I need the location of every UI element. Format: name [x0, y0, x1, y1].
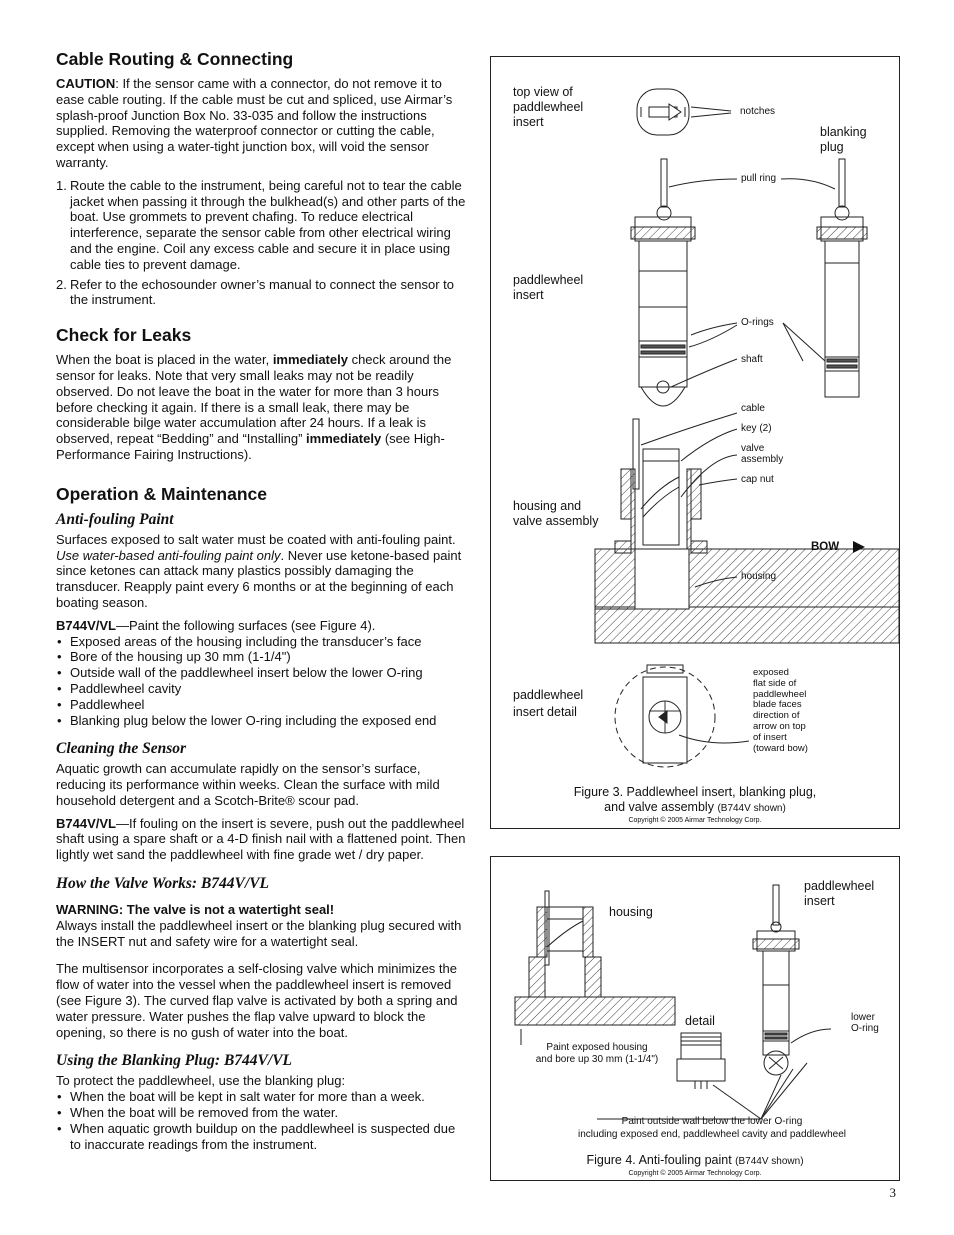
housing-valve-label: housing and valve assembly: [513, 499, 599, 528]
antifouling-bullets: [56, 634, 466, 729]
list-item: • Exposed areas of the housing including the transducer’s face: [56, 634, 466, 650]
antifouling-paragraph: Surfaces exposed to salt water must be coated with anti-fouling paint. Use water-based anti-fouling paint only. Never use ketone-based paint since ketones can attack many plastics possibly damaging the transducer. Reapply paint every 6 months or at the beginning of each boating season.: [56, 531, 462, 610]
insert-detail-drawing: [615, 665, 749, 767]
orings-label: O-rings: [741, 317, 774, 328]
antifouling-subheading: Anti-fouling Paint: [56, 510, 174, 528]
housing-label: housing: [741, 571, 777, 582]
cable-heading: Cable Routing & Connecting: [56, 49, 294, 69]
valve-warning: WARNING: The valve is not a watertight seal!: [56, 902, 335, 918]
figure-4-copyright: Copyright © 2005 Airmar Technology Corp.: [628, 1170, 762, 1177]
fig4-lower-oring-label: lower O-ring: [851, 1012, 879, 1034]
top-view-label: top view of paddlewheel insert: [513, 85, 584, 129]
list-item: • Bore of the housing up 30 mm (1-1/4"): [56, 649, 466, 665]
figure-3-copyright: Copyright © 2005 Airmar Technology Corp.: [628, 817, 762, 824]
insert-top-view: [637, 89, 689, 135]
blanking-bullets: [56, 1089, 466, 1152]
cleaning-model: B744V/VL—If fouling on the insert is severe, push out the paddlewheel shaft using a spare shaft or a 4-D finish nail with a flattened point. Then lightly wet sand the paddlewheel with fine grade wet / dry paper.: [56, 815, 466, 863]
notches-label: notches: [740, 106, 776, 117]
cap-nut-label: cap nut: [741, 474, 774, 485]
pull-ring-label: pull ring: [741, 173, 777, 184]
paddlewheel-insert-drawing: [631, 159, 695, 406]
blanking-subheading: Using the Blanking Plug: B744V/VL: [56, 1052, 292, 1070]
valve-subheading: How the Valve Works: B744V/VL: [56, 875, 270, 893]
antifouling-model: B744V/VL—Paint the following surfaces (see Figure 4).: [56, 617, 376, 633]
paddlewheel-insert-label: paddlewheel insert: [513, 273, 584, 302]
shaft-label: shaft: [741, 354, 763, 365]
cable-step: 1. Route the cable to the instrument, being careful not to tear the cable jacket when passing it through the bulkhead(s) and other parts of the boat. Use grommets to prevent chafing. To reduce electrical interference, separate the sensor cable from other electrical wiring and the engine. Coil any excess cable and secure it in place using cable ties to prevent damage.: [56, 177, 466, 272]
leaks-paragraph: When the boat is placed in the water, immediately check around the sensor for leaks. Note that very small leaks may not be readily observed. Do not leave the boat in the water for more than 3 hours before checking it again. If there is a small leak, there may be considerable bilge water accumulation after 24 hours. If a leak is observed, repeat “Bedding” and “Installing” immediately (see High-Performance Fairing Instructions).: [56, 352, 452, 462]
figure-3-caption: Figure 3. Paddlewheel insert, blanking plug, and valve assembly (B744V shown) Copyright © 2005 Airmar Technology Corp.: [491, 785, 899, 825]
valve-warning-text: Always install the paddlewheel insert or the blanking plug secured with the INSERT nut and safety wire for a watertight seal.: [56, 917, 462, 949]
insert-detail-label: paddlewheel insert detail: [513, 688, 584, 719]
list-item: • Paddlewheel: [56, 697, 466, 713]
caution-paragraph: CAUTION: If the sensor came with a connector, do not remove it to ease cable routing. If the cable must be cut and spliced, use Airmar’s splash-proof Junction Box No. 33-035 and follow the instructions supplied. Removing the waterproof connector or cutting the cable, except when using a water-tight junction box, will void the sensor warranty.: [56, 76, 453, 170]
list-item: • When aquatic growth buildup on the paddlewheel is suspected due to inaccurate readings from the instrument.: [56, 1121, 466, 1153]
cleaning-subheading: Cleaning the Sensor: [56, 740, 187, 758]
operation-heading: Operation & Maintenance: [56, 483, 268, 504]
caution-label: CAUTION: [56, 76, 116, 91]
list-item: • Outside wall of the paddlewheel insert below the lower O-ring: [56, 665, 466, 681]
valve-assembly-label: valve assembly: [741, 443, 784, 465]
cleaning-paragraph: Aquatic growth can accumulate rapidly on the sensor’s surface, reducing its performance within weeks. Clean the surface with mild household detergent and a Scotch-Brite® scour pad.: [56, 761, 440, 808]
valve-paragraph: The multisensor incorporates a self-closing valve which minimizes the flow of water into the vessel when the paddlewheel insert is removed (see Figure 3). The curved flap valve is activated by both a spring and water pressure. Water pushes the flap valve upward to block the opening, so there is no gush of water into the boat.: [56, 961, 458, 1040]
bow-label: BOW: [811, 541, 840, 553]
figure-4: [490, 856, 900, 1181]
blanking-plug-drawing: [817, 159, 867, 397]
fig4-housing-label: housing: [609, 905, 653, 919]
fig4-detail-label: detail: [685, 1014, 715, 1028]
fig4-paint-housing-label: Paint exposed housing and bore up 30 mm (1-1/4"): [535, 1042, 659, 1065]
list-item: • When the boat will be kept in salt water for more than a week.: [56, 1089, 466, 1105]
key-label: key (2): [741, 423, 772, 434]
list-item: • Paddlewheel cavity: [56, 681, 466, 697]
page-number: 3: [889, 1185, 896, 1200]
fig4-paddlewheel-insert-label: paddlewheel insert: [804, 879, 875, 908]
list-item: • When the boat will be removed from the water.: [56, 1105, 466, 1121]
figure-3: [490, 56, 900, 829]
figure-4-caption: Figure 4. Anti-fouling paint (B744V shown) Copyright © 2005 Airmar Technology Corp.: [491, 1153, 899, 1178]
exposed-label: exposed flat side of paddlewheel blade faces direction of arrow on top of insert (toward bow): [753, 667, 808, 754]
cable-step: 2. Refer to the echosounder owner’s manual to connect the sensor to the instrument.: [56, 276, 454, 308]
left-column: [56, 48, 466, 1152]
list-item: • Blanking plug below the lower O-ring including the exposed end: [56, 713, 466, 729]
paddlewheel-insert-drawing-4: [753, 885, 799, 1075]
blanking-paragraph: To protect the paddlewheel, use the blanking plug:: [56, 1073, 346, 1089]
blanking-plug-label: blanking plug: [820, 125, 867, 154]
cable-label: cable: [741, 403, 765, 414]
fig4-paint-outside-label: Paint outside wall below the lower O-ring including exposed end, paddlewheel cavity and paddlewheel: [578, 1116, 846, 1140]
leaks-heading: Check for Leaks: [56, 325, 192, 346]
cable-steps: [56, 178, 466, 308]
